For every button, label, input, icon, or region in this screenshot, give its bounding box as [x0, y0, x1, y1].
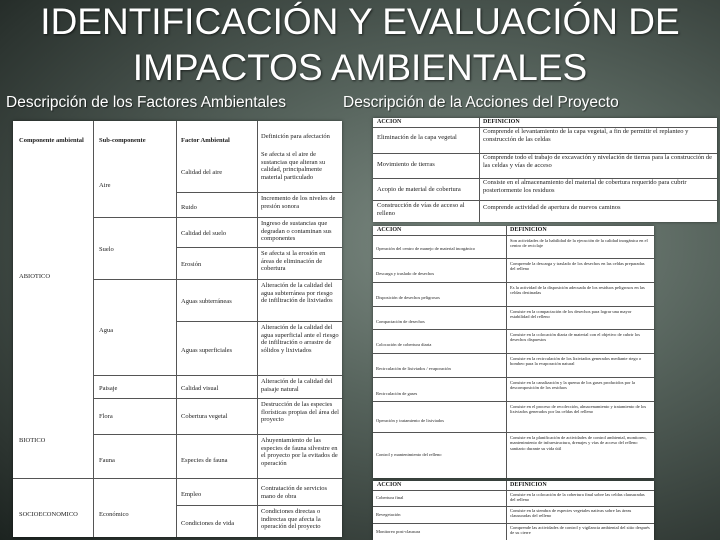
action-definition: Comprende actividad de apertura de nuevos caminos	[483, 204, 621, 211]
component-biotico: BIOTICO	[19, 437, 46, 444]
component-abiotico: ABIOTICO	[19, 273, 51, 280]
operation-action: Recirculación de gases	[376, 391, 418, 396]
subtitle-actions: Descripción de la Acciones del Proyecto	[343, 94, 619, 111]
factors-table	[13, 121, 342, 537]
factor-name: Ruido	[181, 204, 197, 211]
action-name: Movimiento de tierras	[377, 161, 435, 168]
closure-table	[373, 481, 654, 540]
action-name: Acopio de material de cobertura	[377, 186, 461, 193]
operation-action: Recirculación de lixiviados / evaporación	[376, 366, 451, 371]
closure-definition: Consiste en la colocación de la cobertura final sobre las celdas clausuradas del relleno	[510, 492, 645, 503]
factor-name: Especies de fauna	[181, 457, 228, 464]
header-factor: Factor Ambiental	[181, 137, 230, 144]
header-definicion: DEFINICION	[510, 482, 547, 488]
subcomponent-flora: Flora	[99, 413, 113, 420]
factor-definition: Destrucción de las especies florísticas propias del área del proyecto	[261, 401, 339, 424]
factor-definition: Contratación de servicios mano de obra	[261, 485, 328, 500]
factor-name: Condiciones de vida	[181, 520, 235, 527]
operation-action: Descarga y traslado de desechos	[376, 271, 435, 276]
page-title-line-1: IDENTIFICACIÓN Y EVALUACIÓN DE	[40, 1, 680, 42]
closure-action: Revegetación	[376, 512, 401, 517]
subcomponent-aire: Aire	[99, 182, 111, 189]
page-title-line-2: IMPACTOS AMBIENTALES	[132, 47, 588, 88]
operation-action: Disposición de desechos peligrosos	[376, 295, 440, 300]
factor-definition: Se afecta si el aire de sustancias que alteran su calidad, principalmente material particulado	[261, 151, 326, 181]
operation-definition: Es la actividad de la disposición adecuada de los residuos peligrosos en las celdas destinadas	[510, 285, 645, 296]
action-definition: Consiste en el almacenamiento del material de cobertura requerido para cubrir posteriormente los residuos	[483, 179, 687, 194]
closure-action: Monitoreo post-clausura	[376, 529, 421, 534]
subcomponent-economico: Económico	[99, 511, 129, 518]
header-accion: ACCION	[377, 119, 402, 125]
operation-definition: Consiste en la planificación de actividades de control ambiental, monitoreo, mantenimiento de infraestructura, drenajes y vías de acceso del relleno sanitario durante su vida útil	[510, 435, 647, 451]
action-name: Eliminación de la capa vegetal	[377, 134, 457, 141]
operation-definition: Consiste en el proceso de recolección, almacenamiento y tratamiento de los lixiviados generados por las celdas del relleno	[510, 404, 647, 415]
factor-definition: Alteración de la calidad del paisaje natural	[261, 378, 333, 393]
header-definicion: DEFINICION	[510, 227, 547, 233]
factor-name: Cobertura vegetal	[181, 413, 228, 420]
operation-definition: Son actividades de la habilidad de la ejecución de la calidad inorgánica en el centro de reciclaje	[510, 238, 648, 249]
component-socioeconomico: SOCIOECONOMICO	[19, 511, 78, 518]
closure-action: Cobertura final	[376, 495, 404, 500]
factor-definition: Se afecta si la erosión en áreas de eliminación de cobertura	[261, 250, 326, 273]
header-definicion: DEFINICION	[483, 119, 520, 125]
factor-definition: Alteración de la calidad del agua superficial ante el riesgo de infiltración o arrastre de sólidos y lixiviados	[261, 324, 339, 354]
subcomponent-fauna: Fauna	[99, 457, 115, 464]
operation-action: Operación del centro de manejo de material inorgánico	[376, 246, 475, 251]
operation-definition: Consiste en la canalización y la quema de los gases producidos por la descomposición de los residuos	[510, 380, 635, 391]
operation-action: Control y mantenimiento del relleno	[376, 452, 442, 457]
factor-definition: Definición para afectación	[261, 133, 330, 140]
operation-definition: Consiste en la compactación de los desechos para lograr una mayor estabilidad del relleno	[510, 309, 632, 320]
operation-table	[373, 226, 654, 478]
closure-definition: Comprende las actividades de control y vigilancia ambiental del sitio después de su cierre	[510, 525, 650, 536]
factor-name: Calidad del aire	[181, 169, 223, 176]
action-name: Construcción de vías de acceso al relleno	[377, 202, 465, 217]
operation-action: Operación y tratamiento de lixiviados	[376, 418, 444, 423]
factor-definition: Alteración de la calidad del agua subterránea por riesgo de infiltración de lixiviados	[261, 282, 333, 305]
factor-definition: Condiciones directas o indirectas que afecta la operación del proyecto	[261, 508, 321, 531]
subcomponent-paisaje: Paisaje	[99, 385, 118, 392]
operation-definition: Consiste en la colocación diaria de material con el objetivo de cubrir los desechos dispuestos	[510, 332, 640, 343]
factor-definition: Ahuyentamiento de las especies de fauna silvestre en el proyecto por la evitados de operación	[261, 437, 338, 467]
operation-action: Colocación de cobertura diaria	[376, 342, 432, 347]
action-definition: Comprende todo el trabajo de excavación y nivelación de tierras para la construcción de las celdas y vías de acceso	[483, 154, 713, 169]
actions-table	[373, 118, 717, 222]
header-accion: ACCION	[377, 227, 402, 233]
operation-definition: Consiste en la recirculación de los lixiviados generados mediante riego o bombeo para la evaporación natural	[510, 356, 642, 367]
factor-definition: Ingreso de sustancias que degradan o contaminan sus componentes	[261, 220, 332, 243]
factor-name: Aguas subterráneas	[181, 298, 232, 305]
factor-name: Calidad del suelo	[181, 230, 227, 237]
action-definition: Comprende el levantamiento de la capa vegetal, a fin de permitir el replanteo y construcción de las celdas	[483, 128, 689, 143]
header-accion: ACCION	[377, 482, 402, 488]
factor-definition: Incremento de los niveles de presión sonora	[261, 195, 336, 210]
factor-name: Calidad visual	[181, 385, 219, 392]
subtitle-factors: Descripción de los Factores Ambientales	[6, 94, 286, 111]
header-subcomponente: Sub-componente	[99, 137, 146, 144]
operation-action: Compactación de desechos	[376, 319, 425, 324]
factor-name: Aguas superficiales	[181, 347, 233, 354]
closure-definition: Consiste en la siembra de especies vegetales nativas sobre las áreas clausuradas del relleno	[510, 508, 632, 519]
factor-name: Erosión	[181, 261, 202, 268]
factor-name: Empleo	[181, 491, 202, 498]
header-componente: Componente ambiental	[19, 137, 84, 144]
subcomponent-agua: Agua	[99, 327, 114, 334]
subcomponent-suelo: Suelo	[99, 246, 114, 253]
operation-definition: Comprende la descarga y traslado de los desechos en las celdas preparadas del relleno	[510, 261, 645, 272]
